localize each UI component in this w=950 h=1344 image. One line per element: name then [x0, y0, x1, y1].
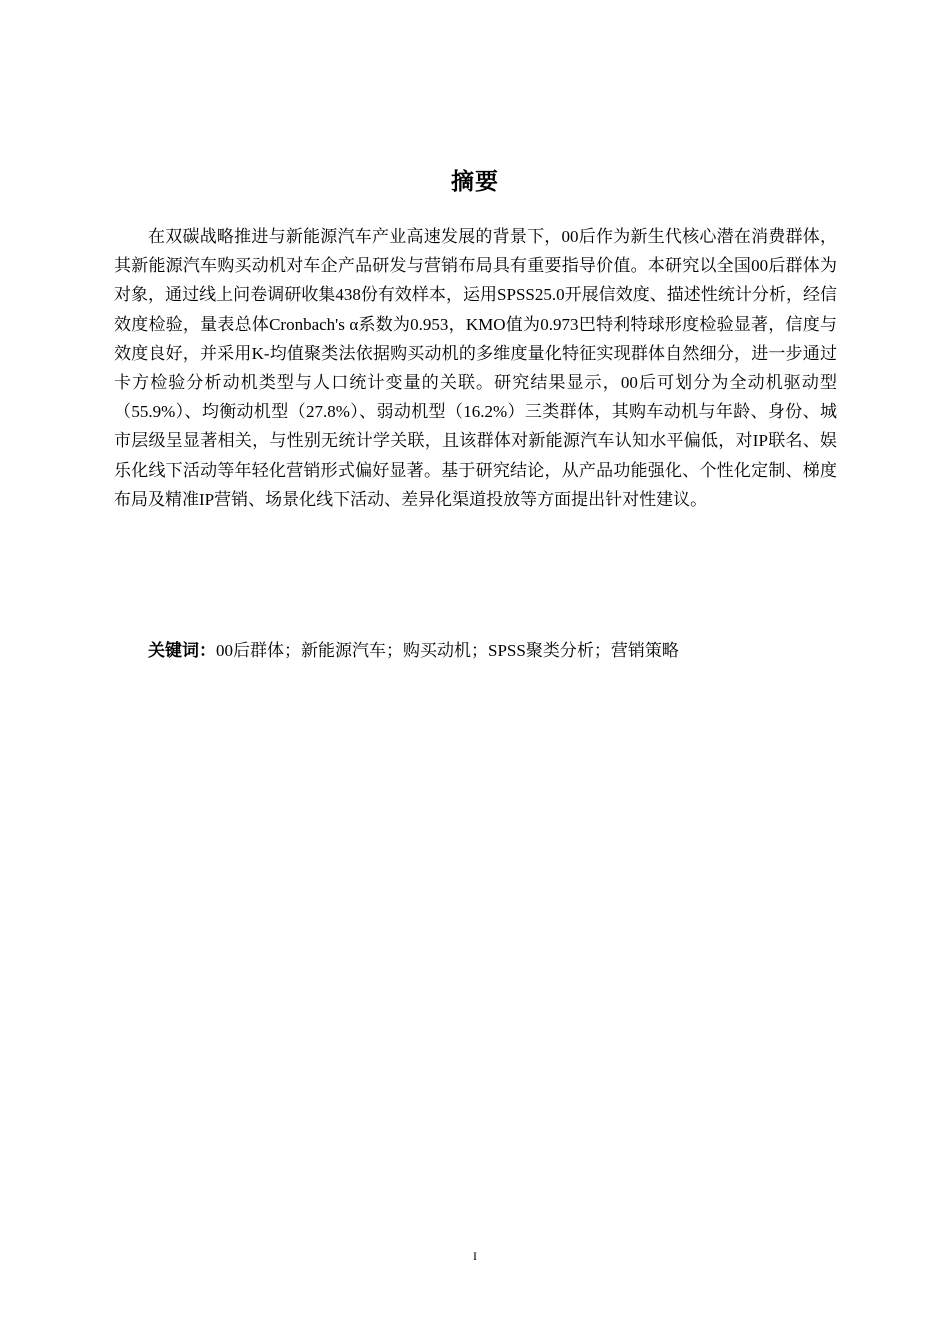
- abstract-title: 摘要: [451, 168, 499, 194]
- keywords-label: 关键词：: [148, 641, 216, 660]
- abstract-body: 在双碳战略推进与新能源汽车产业高速发展的背景下，00后作为新生代核心潜在消费群体，其新能源汽车购买动机对车企产品研发与营销布局具有重要指导价值。本研究以全国00后群体为对象，通过线上问卷调研收集438份有效样本，运用SPSS25.0开展信效度、描述性统计分析，经信效度检验，量表总体Cronbach's α系数为0.953，KMO值为0.973巴特利特球形度检验显著，信度与效度良好，并采用K-均值聚类法依据购买动机的多维度量化特征实现群体自然细分，进一步通过卡方检验分析动机类型与人口统计变量的关联。研究结果显示，00后可划分为全动机驱动型（55.9%）、均衡动机型（27.8%）、弱动机型（16.2%）三类群体，其购车动机与年龄、身份、城市层级呈显著相关，与性别无统计学关联，且该群体对新能源汽车认知水平偏低，对IP联名、娱乐化线下活动等年轻化营销形式偏好显著。基于研究结论，从产品功能强化、个性化定制、梯度布局及精准IP营销、场景化线下活动、差异化渠道投放等方面提出针对性建议。: [114, 227, 837, 509]
- page-number: I: [473, 1249, 477, 1263]
- keywords-line: [148, 636, 838, 665]
- keywords-text: 00后群体；新能源汽车；购买动机；SPSS聚类分析；营销策略: [216, 641, 679, 660]
